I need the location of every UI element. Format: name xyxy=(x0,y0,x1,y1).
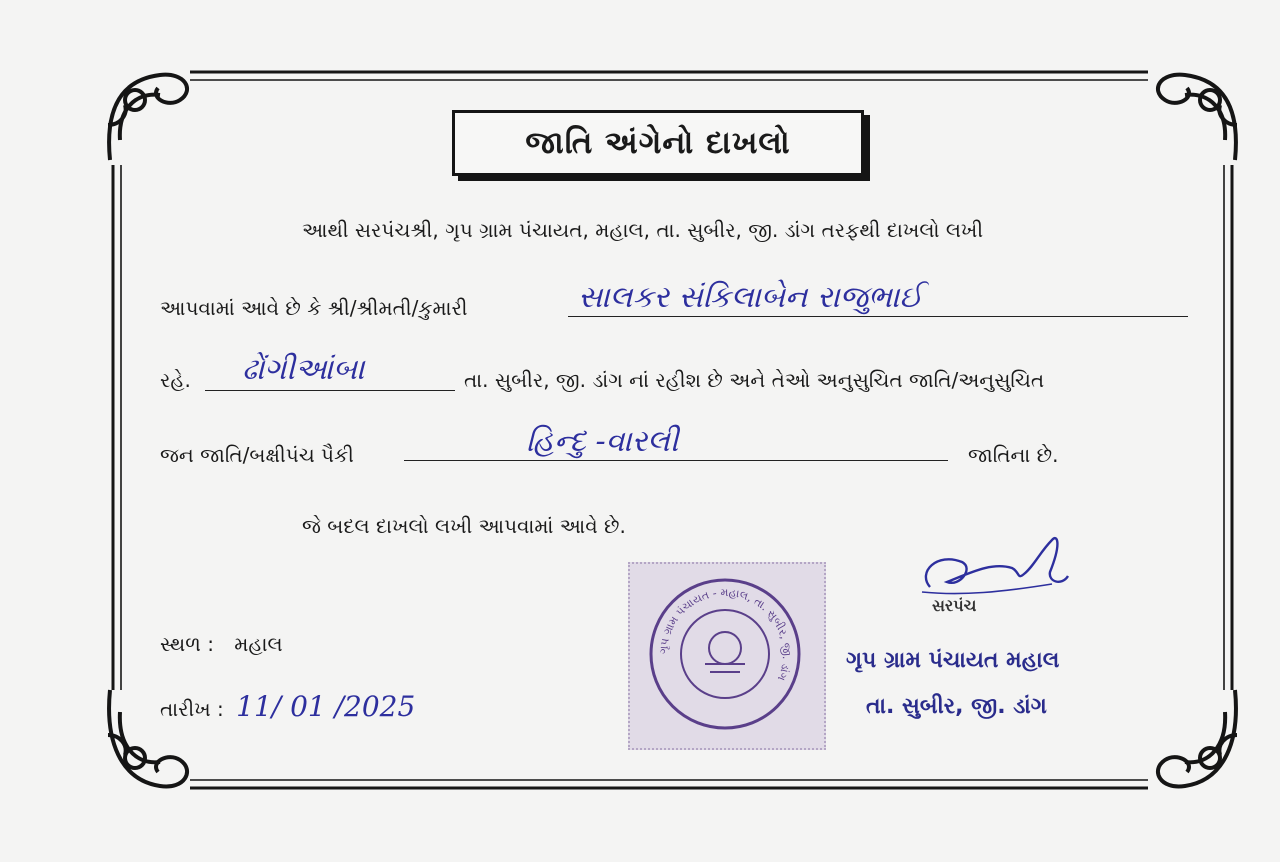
caste-suffix: જાતિના છે. xyxy=(968,443,1059,467)
intro-line: આથી સરપંચશ્રી, ગૃપ ગ્રામ પંચાયત, મહાલ, તા. સુબીર, જી. ડાંગ તરફથી દાખલો લખી xyxy=(302,218,984,242)
place-value: મહાલ xyxy=(234,632,283,656)
date-label: તારીખ : xyxy=(160,697,224,721)
signature-icon xyxy=(912,532,1082,602)
caste-underline xyxy=(404,460,948,461)
place-row xyxy=(160,632,283,656)
corner-ornament-bottom-right xyxy=(1158,690,1237,787)
residence-label: રહે. xyxy=(160,368,191,392)
closing-line: જે બદલ દાખલો લખી આપવામાં આવે છે. xyxy=(302,514,626,538)
stamp-text: ગૃપ ગ્રામ પંચાયત - મહાલ, તા. સુબીર, જી. ડાંગ xyxy=(656,585,794,683)
recipient-label: આપવામાં આવે છે કે શ્રી/શ્રીમતી/કુમારી xyxy=(160,296,468,320)
signature-caption: સરપંચ xyxy=(932,596,977,615)
village-name: ઢોંગીઆંબા xyxy=(242,352,365,387)
caste-label: જન જાતિ/બક્ષીપંચ પૈકી xyxy=(160,443,354,467)
date-value: 11/ 01 /2025 xyxy=(236,690,416,723)
corner-ornament-top-right xyxy=(1158,75,1237,160)
office-address: તા. સુબીર, જી. ડાંગ xyxy=(866,694,1047,719)
recipient-name: સાલકર સંકિલાબેન રાજુભાઈ xyxy=(578,280,923,315)
sarpanch-signature xyxy=(912,532,1082,622)
residence-text: તા. સુબીર, જી. ડાંગ નાં રહીશ છે અને તેઓ અનુસુચિત જાતિ/અનુસુચિત xyxy=(464,368,1045,392)
stamp-seal-icon xyxy=(630,564,820,744)
certificate-title: જાતિ અંગેનો દાખલો xyxy=(525,124,791,161)
official-stamp xyxy=(628,562,826,750)
corner-ornament-top-left xyxy=(108,75,187,160)
date-row xyxy=(160,690,415,723)
certificate-title-box xyxy=(452,110,864,176)
village-underline xyxy=(205,390,455,391)
svg-text:ગૃપ ગ્રામ પંચાયત - મહાલ, તા. સ xyxy=(657,586,793,683)
place-label: સ્થળ : xyxy=(160,632,214,656)
caste-value: હિન્દુ -વારલી xyxy=(526,424,679,459)
name-underline xyxy=(568,316,1188,317)
office-name: ગૃપ ગ્રામ પંચાયત મહાલ xyxy=(846,648,1060,673)
